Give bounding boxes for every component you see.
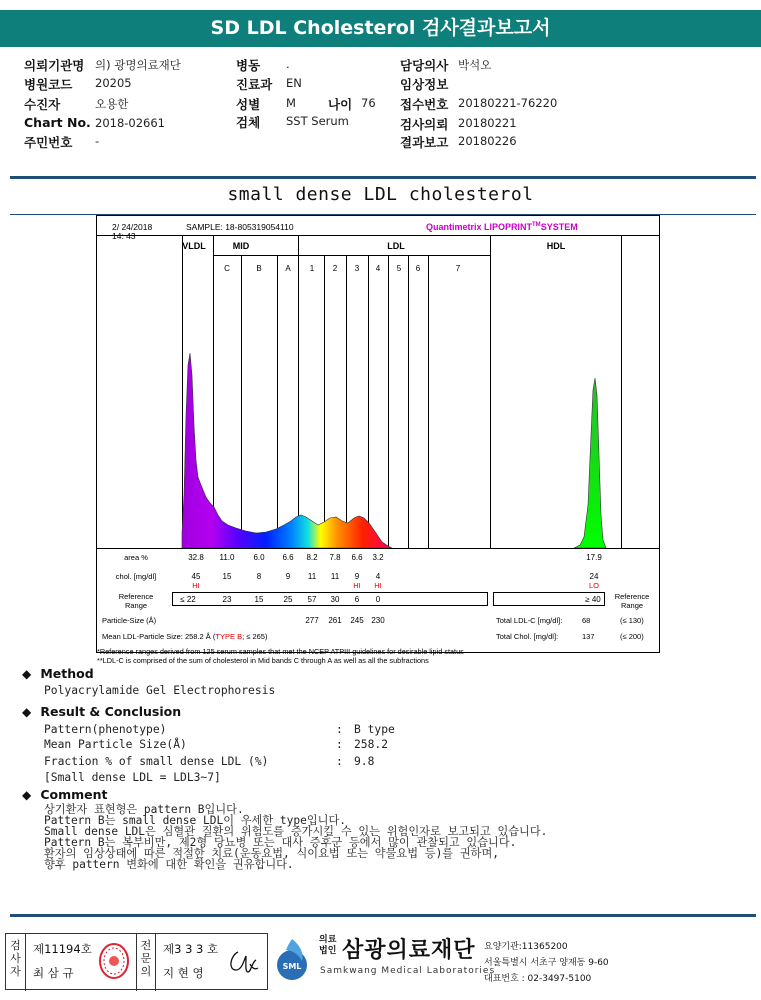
- chol-value: 15: [222, 572, 232, 581]
- diamond-icon: ◆: [22, 667, 32, 681]
- method-text: Polyacrylamide Gel Electrophoresis: [44, 684, 276, 697]
- value-patient: 오용한: [95, 97, 129, 111]
- chol-value: 11: [330, 572, 340, 581]
- comment-heading: ◆ Comment: [22, 787, 108, 802]
- total-chol-ref: (≤ 200): [620, 632, 644, 641]
- area-value: 17.9: [586, 553, 602, 562]
- footnote: *Reference ranges derived from 125 serum samples that met the NCEP ATPIII guidelines for desirable lipid status: [97, 647, 464, 656]
- area-value: 7.8: [329, 553, 341, 562]
- hdl-peak-area: [574, 378, 606, 548]
- area-value: 8.2: [306, 553, 318, 562]
- org-prefix: 의료 법인: [319, 935, 337, 956]
- divider: [10, 176, 756, 179]
- ref-value: ≤ 22: [180, 595, 196, 604]
- comment-line: Pattern B는 small dense LDL이 우세한 type입니다.: [44, 814, 346, 827]
- sample-id: SAMPLE: 18-805319054110: [186, 222, 294, 232]
- chol-value: 9: [285, 572, 291, 581]
- value-receipt-no: 20180221-76220: [458, 96, 558, 110]
- label-report-date: 결과보고: [400, 135, 449, 150]
- label-ward: 병동: [236, 58, 261, 73]
- comment-line: Pattern B는 복부비만, 제2형 당뇨병 또는 대사 증후군 등에서 많이 관찰되고 있습니다.: [44, 836, 517, 849]
- ref-value: 30: [330, 595, 340, 604]
- label-department: 진료과: [236, 77, 273, 92]
- ref-value: 0: [375, 595, 381, 604]
- group-label-hdl: HDL: [546, 241, 566, 251]
- row-label-reference: Reference Range: [118, 592, 154, 610]
- comment-line: 향후 pattern 변화에 대한 확인을 권유합니다.: [44, 858, 294, 871]
- ref-value: 23: [222, 595, 232, 604]
- chol-value: 8: [256, 572, 262, 581]
- label-age: 나이: [328, 97, 353, 112]
- value-report-date: 20180226: [458, 134, 517, 148]
- specialist-label: 전 문 의: [136, 934, 156, 991]
- comment-line: 상기환자 표현형은 pattern B입니다.: [44, 803, 244, 816]
- value-age: 76: [361, 96, 376, 110]
- org-english-name: Samkwang Medical Laboratories: [320, 966, 496, 976]
- label-patient: 수진자: [24, 97, 61, 112]
- total-chol-value: 137: [582, 632, 595, 641]
- examiner-seal: [98, 942, 130, 980]
- area-value: 6.6: [282, 553, 294, 562]
- row-label-chol: chol. [mg/dl]: [115, 572, 157, 581]
- mean-particle-size: Mean LDL-Particle Size: 258.2 Å (TYPE B; ≤ 265): [102, 632, 268, 641]
- lipoprint-chart: [96, 215, 660, 667]
- band-label-2: 2: [332, 264, 338, 273]
- diamond-icon: ◆: [22, 705, 32, 719]
- footer: [0, 933, 761, 993]
- ref-value: 25: [283, 595, 293, 604]
- label-physician: 담당의사: [400, 58, 449, 73]
- ref-value: ≥ 40: [585, 595, 601, 604]
- value-request-date: 20180221: [458, 116, 517, 130]
- ref-value: 15: [254, 595, 264, 604]
- value-ward: .: [286, 57, 290, 71]
- area-value: 6.6: [351, 553, 363, 562]
- signature-box: [5, 933, 268, 990]
- band-label-5: 5: [396, 264, 402, 273]
- flag-hi: HI: [353, 581, 361, 590]
- flag-hi: HI: [192, 581, 200, 590]
- ref-range-side-label: Reference Range: [614, 592, 650, 610]
- patient-info: [0, 54, 761, 154]
- value-chart-no: 2018-02661: [95, 116, 165, 130]
- area-value: 6.0: [253, 553, 265, 562]
- svg-text:SML: SML: [282, 962, 302, 971]
- section-title: small dense LDL cholesterol: [227, 184, 534, 205]
- band-label-4: 4: [375, 264, 381, 273]
- particle-size-value: 245: [350, 616, 364, 625]
- group-label-vldl: VLDL: [182, 241, 206, 251]
- examiner-label: 검 사 자: [6, 934, 26, 991]
- group-label-ldl: LDL: [387, 241, 405, 251]
- value-sex: M: [286, 96, 296, 110]
- label-receipt-no: 접수번호: [400, 97, 449, 112]
- value-resident-no: -: [95, 134, 100, 148]
- particle-size-value: 230: [371, 616, 385, 625]
- ref-value: 6: [354, 595, 360, 604]
- report-title: SD LDL Cholesterol 검사결과보고서: [0, 10, 761, 47]
- group-label-mid: MID: [232, 241, 250, 251]
- total-chol-label: Total Chol. [mg/dl]:: [496, 632, 559, 641]
- band-dividers: [213, 235, 622, 548]
- chol-value: 24: [589, 572, 599, 581]
- ref-value: 57: [307, 595, 317, 604]
- label-specimen: 검체: [236, 115, 261, 130]
- total-ldl-value: 68: [582, 616, 591, 625]
- area-value: 11.0: [219, 553, 235, 562]
- band-label-7: 7: [455, 264, 461, 273]
- particle-size-label: Particle-Size (Å): [102, 616, 157, 625]
- examiner-license: 제11194호: [33, 942, 92, 956]
- label-clinical-info: 임상정보: [400, 77, 449, 92]
- flag-hi: HI: [374, 581, 382, 590]
- chol-value: 11: [307, 572, 317, 581]
- lipoprint-report: [96, 215, 660, 667]
- total-ldl-label: Total LDL-C [mg/dl]:: [496, 616, 563, 625]
- band-label-6: 6: [415, 264, 421, 273]
- report-date: 2/ 24/2018: [112, 222, 153, 232]
- particle-size-value: 277: [305, 616, 319, 625]
- brand-name: Quantimetrix LIPOPRINT™SYSTEM: [426, 222, 578, 232]
- flag-lo: LO: [588, 581, 600, 590]
- org-code: 요양기관:11365200: [484, 942, 568, 952]
- specialist-license: 제3 3 3 호: [163, 942, 219, 956]
- comment-line: Small dense LDL은 심혈관 질환의 위험도를 증가시킬 수 있는 위험인자로 보고되고 있습니다.: [44, 825, 548, 838]
- area-value: 32.8: [188, 553, 204, 562]
- divider: [10, 914, 756, 917]
- method-heading: ◆ Method: [22, 666, 94, 681]
- label-sex: 성별: [236, 97, 261, 112]
- band-label-3: 3: [354, 264, 360, 273]
- org-phone: 대표번호 : 02-3497-5100: [484, 974, 592, 984]
- diamond-icon: ◆: [22, 788, 32, 802]
- specialist-signature: [226, 946, 260, 978]
- label-request-date: 검사의뢰: [400, 117, 449, 132]
- band-label-c: C: [224, 264, 230, 273]
- band-label-1: 1: [309, 264, 315, 273]
- label-institution: 의뢰기관명: [24, 58, 85, 73]
- row-label-area: area %: [124, 553, 148, 562]
- examiner-name: 최 삼 규: [33, 966, 74, 980]
- area-value: 3.2: [372, 553, 384, 562]
- value-hospital-code: 20205: [95, 76, 132, 90]
- value-specimen: SST Serum: [286, 114, 349, 128]
- value-department: EN: [286, 76, 302, 90]
- value-institution: 의) 광명의료재단: [95, 58, 181, 72]
- sml-logo-icon: [272, 937, 318, 983]
- org-name: 삼광의료재단: [342, 938, 476, 963]
- label-chart-no: Chart No.: [24, 115, 91, 130]
- chol-value: 4: [375, 572, 381, 581]
- chol-value: 45: [191, 572, 201, 581]
- band-label-a: A: [285, 264, 291, 273]
- particle-size-value: 261: [328, 616, 342, 625]
- total-ldl-ref: (≤ 130): [620, 616, 644, 625]
- result-heading: ◆ Result & Conclusion: [22, 704, 182, 719]
- band-label-b: B: [256, 264, 262, 273]
- label-hospital-code: 병원코드: [24, 77, 73, 92]
- footnote: **LDL-C is comprised of the sum of cholesterol in Mid bands C through A as well as all the subfractions: [97, 656, 429, 665]
- specialist-name: 지 현 영: [163, 966, 204, 980]
- chol-value: 9: [354, 572, 360, 581]
- label-resident-no: 주민번호: [24, 135, 73, 150]
- value-physician: 박석오: [458, 58, 492, 72]
- org-address: 서울특별시 서초구 양재동 9-60: [484, 958, 609, 968]
- result-note: [Small dense LDL = LDL3~7]: [44, 771, 221, 784]
- comment-line: 환자의 임상상태에 따른 적절한 치료(운동요법, 식이요법 또는 약물요법 등)를 권하며,: [44, 847, 500, 860]
- report-time: 14: 43: [112, 231, 136, 241]
